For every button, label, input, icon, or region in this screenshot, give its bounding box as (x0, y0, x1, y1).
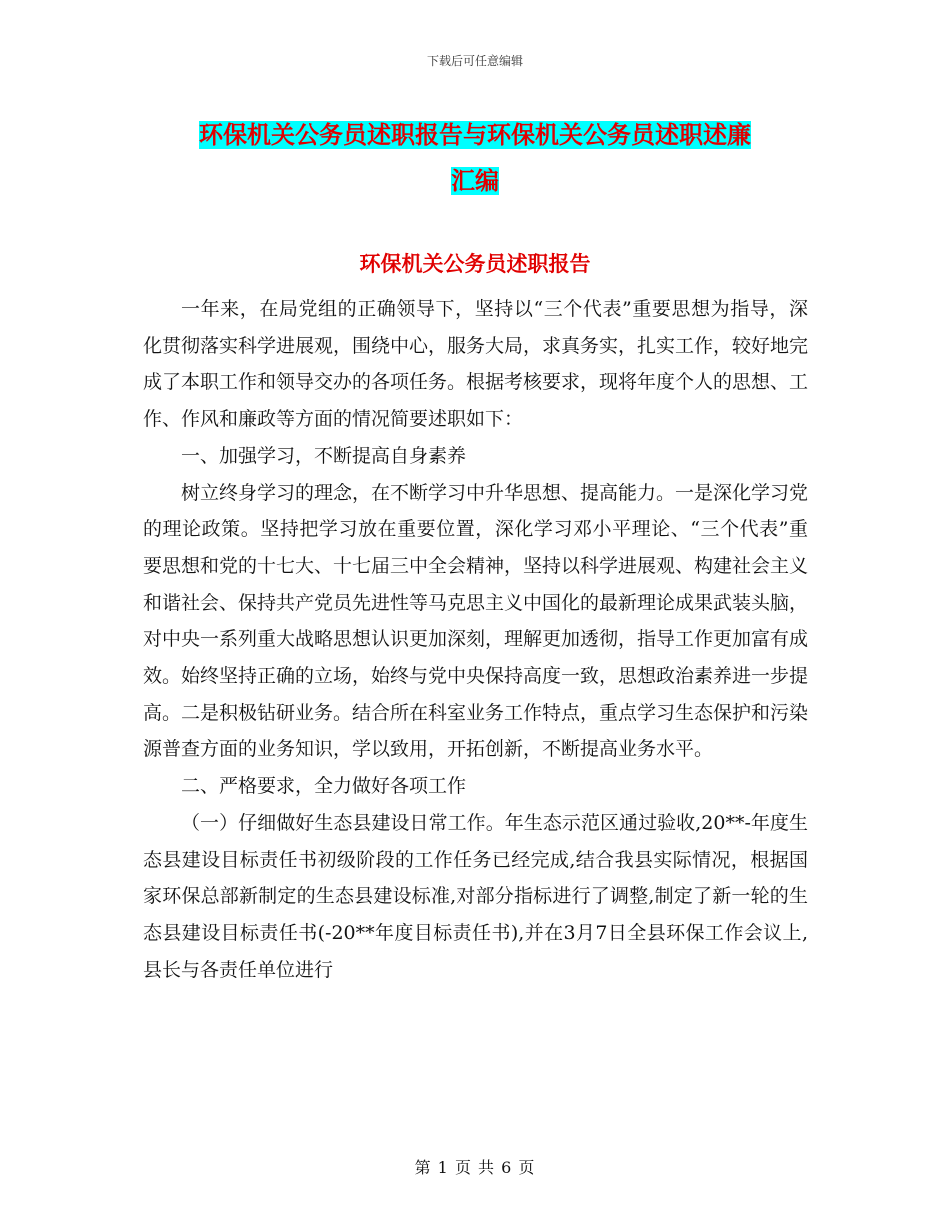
title-line-2: 汇编 (451, 167, 499, 195)
page-footer: 第 1 页 共 6 页 (414, 1158, 536, 1177)
heading-paragraph: 一、加强学习，不断提高自身素养 (181, 444, 467, 467)
paragraph: 树立终身学习的理念，在不断学习中升华思想、提高能力。一是深化学习党的理论政策。坚持把学习放在重要位置，深化学习邓小平理论、“三个代表”重要思想和党的十七大、十七届三中全会精神，坚持以科学进展观、构建社会主义和谐社会、保持共产党员先进性等马克思主义中国化的最新理论成果武装头脑，对中央一系列重大战略思想认识更加深刻，理解更加透彻，指导工作更加富有成效。始终坚持正确的立场，始终与党中央保持高度一致，思想政治素养进一步提高。二是积极钻研业务。结合所在科室业务工作特点，重点学习生态保护和污染源普查方面的业务知识，学以致用，开拓创新，不断提高业务水平。 (143, 481, 809, 761)
heading-paragraph: 二、严格要求，全力做好各项工作 (181, 775, 467, 798)
title-line-1: 环保机关公务员述职报告与环保机关公务员述职述廉 (199, 121, 751, 149)
paragraph: 一年来，在局党组的正确领导下，坚持以“三个代表”重要思想为指导，深化贯彻落实科学进展观，围绕中心，服务大局，求真务实，扎实工作，较好地完成了本职工作和领导交办的各项任务。根据考核要求，现将年度个人的思想、工作、作风和廉政等方面的情况简要述职如下： (143, 298, 809, 431)
header-note: 下载后可任意编辑 (426, 54, 523, 68)
body-text (143, 291, 808, 988)
paragraph: （一）仔细做好生态县建设日常工作。年生态示范区通过验收,20**-年度生态县建设目标责任书初级阶段的工作任务已经完成,结合我县实际情况，根据国家环保总部新制定的生态县建设标准,对部分指标进行了调整,制定了新一轮的生态县建设目标责任书(-20**年度目标责任书),并在3月7日全县环保工作会议上,县长与各责任单位进行 (143, 811, 808, 981)
section-title: 环保机关公务员述职报告 (359, 252, 591, 276)
document-title (140, 112, 810, 204)
